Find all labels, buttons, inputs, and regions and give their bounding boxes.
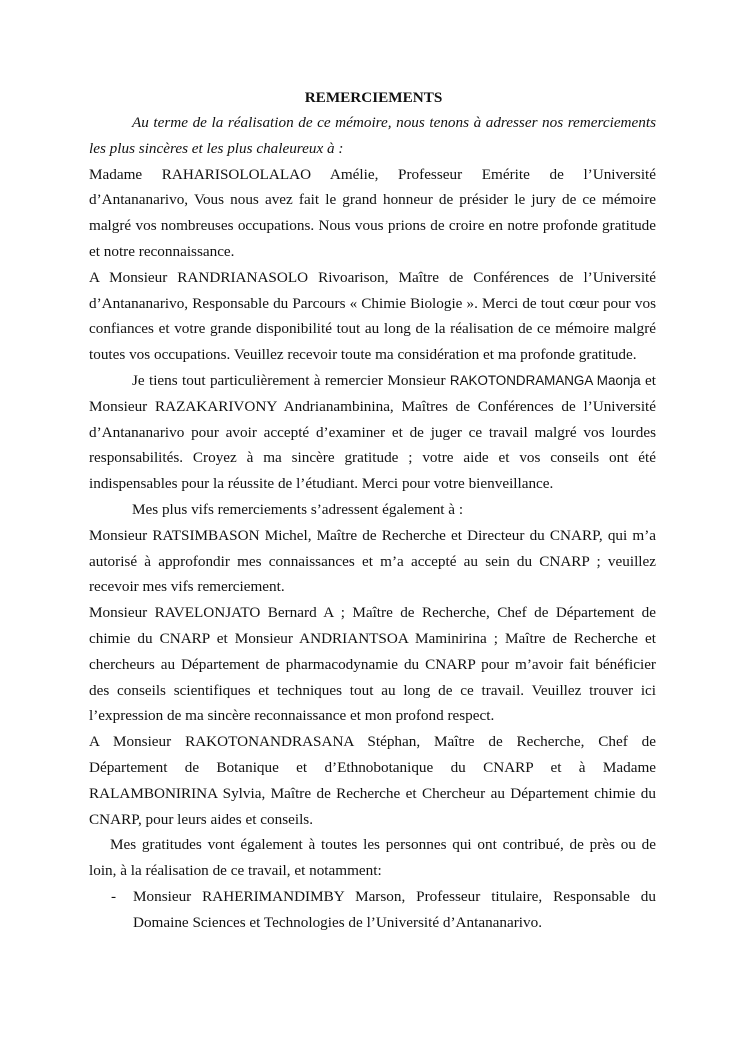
paragraph-president-jury: Madame RAHARISOLOLALAO Amélie, Professeur Emérite de l’Université d’Antananarivo, Vous nous avez fait le grand honneur de présider le jury de ce mémoire malgré vos nombreuses occupations. Nous vous prions de croire en notre profonde gratitude et notre reconnaissance. <box>89 165 656 260</box>
paragraph-gratitudes: Mes gratitudes vont également à toutes les personnes qui ont contribué, de près ou de loin, à la réalisation de ce travail, et notamment: <box>89 836 656 880</box>
paragraph-examinateurs-before: Je tiens tout particulièrement à remercier Monsieur <box>132 371 450 389</box>
intro-paragraph: Au terme de la réalisation de ce mémoire, nous tenons à adresser nos remerciements les plus sincères et les plus chaleureux à : <box>89 114 656 157</box>
list-item-text: Monsieur RAHERIMANDIMBY Marson, Professeur titulaire, Responsable du Domaine Sciences et Technologies de l’Université d’Antananarivo. <box>133 887 656 931</box>
paragraph-botanique: A Monsieur RAKOTONANDRASANA Stéphan, Maître de Recherche, Chef de Département de Botanique et d’Ethnobotanique du CNARP et à Madame RALAMBONIRINA Sylvia, Maître de Recherche et Chercheur au Département chimie du CNARP, pour leurs aides et conseils. <box>89 733 656 828</box>
document-body <box>89 87 656 936</box>
list-bullet: - <box>111 887 117 905</box>
paragraph-directeur-cnarp: Monsieur RATSIMBASON Michel, Maître de Recherche et Directeur du CNARP, qui m’a autorisé à approfondir mes connaissances et m’a accepté au sein du CNARP ; veuillez recevoir mes vifs remerciement. <box>89 526 656 596</box>
paragraph-examinateurs-name: RAKOTONDRAMANGA Maonja <box>449 372 641 388</box>
paragraph-examinateurs <box>89 368 656 497</box>
paragraph-encadreur: A Monsieur RANDRIANASOLO Rivoarison, Maître de Conférences de l’Université d’Antananarivo, Responsable du Parcours « Chimie Biologie ». Merci de tout cœur pour vos confiances et votre grande disponibilité tout au long de la réalisation de ce mémoire malgré toutes vos occupations. Veuillez recevoir toute ma considération et ma profonde gratitude. <box>89 268 656 364</box>
acknowledgement-list <box>89 884 656 936</box>
list-item <box>89 884 656 936</box>
paragraph-examinateurs-after: et Monsieur RAZAKARIVONY Andrianambinina, Maîtres de Conférences de l’Université d’Antananarivo pour avoir accepté d’examiner et de juger ce travail malgré vos lourdes responsabilités. Croyez à ma sincère gratitude ; votre aide et vos conseils ont été indispensables pour la réussite de l’étudiant. Merci pour votre bienveillance. <box>89 371 656 493</box>
paragraph-remerciements-intro: Mes plus vifs remerciements s’adressent également à : <box>132 500 464 518</box>
paragraph-chefs-departement: Monsieur RAVELONJATO Bernard A ; Maître de Recherche, Chef de Département de chimie du CNARP et Monsieur ANDRIANTSOA Maminirina ; Maître de Recherche et chercheurs au Département de pharmacodynamie du CNARP pour m’avoir fait bénéficier des conseils scientifiques et techniques tout au long de ce travail. Veuillez trouver ici l’expression de ma sincère reconnaissance et mon profond respect. <box>89 604 656 725</box>
page-title: REMERCIEMENTS <box>304 89 443 106</box>
